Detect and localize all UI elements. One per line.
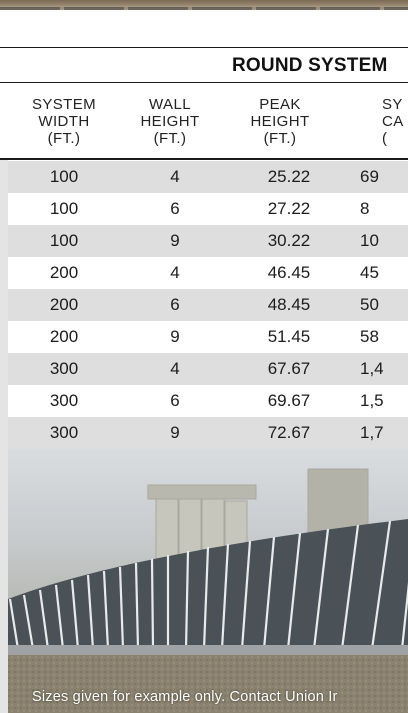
cell-system-width: 300 [49, 359, 79, 378]
cell-peak-height: 46.45 [267, 263, 311, 282]
header-peak-height: PEAK HEIGHT (FT.) [250, 96, 310, 147]
storage-system-photo [8, 449, 408, 713]
cell-peak-height: 69.67 [267, 391, 311, 410]
cell-capacity: 50 [360, 295, 379, 314]
cell-peak-height: 67.67 [267, 359, 311, 378]
cell-system-width: 200 [49, 295, 79, 314]
cell-wall-height: 4 [170, 167, 180, 186]
cell-peak-height: 48.45 [267, 295, 311, 314]
title-divider [0, 82, 408, 83]
cell-capacity: 1,7 [360, 423, 384, 442]
left-margin-band [0, 160, 8, 713]
header-system-capacity: SY CA ( [382, 96, 404, 147]
table-row [8, 161, 408, 193]
header-wall-height: WALL HEIGHT (FT.) [140, 96, 200, 147]
cell-wall-height: 6 [170, 199, 180, 218]
cell-peak-height: 25.22 [267, 167, 311, 186]
cell-peak-height: 51.45 [267, 327, 311, 346]
cell-system-width: 300 [49, 423, 79, 442]
table-row [8, 417, 408, 449]
cell-capacity: 58 [360, 327, 379, 346]
cell-system-width: 100 [49, 167, 79, 186]
cell-wall-height: 9 [170, 423, 180, 442]
cell-capacity: 8 [360, 199, 370, 218]
cell-capacity: 45 [360, 263, 379, 282]
table-row [8, 353, 408, 385]
cell-wall-height: 6 [170, 295, 180, 314]
cell-peak-height: 72.67 [267, 423, 311, 442]
section-title: ROUND SYSTEM [232, 55, 388, 76]
cell-system-width: 200 [49, 327, 79, 346]
cell-system-width: 100 [49, 199, 79, 218]
table-row [8, 225, 408, 257]
cell-system-width: 300 [49, 391, 79, 410]
cell-wall-height: 9 [170, 327, 180, 346]
cell-peak-height: 27.22 [267, 199, 311, 218]
cell-capacity: 1,5 [360, 391, 384, 410]
cell-wall-height: 4 [170, 263, 180, 282]
photo-illustration [8, 449, 408, 713]
table-row [8, 321, 408, 353]
header-system-width: SYSTEM WIDTH (FT.) [31, 96, 97, 147]
top-divider [0, 47, 408, 48]
cell-wall-height: 4 [170, 359, 180, 378]
cell-peak-height: 30.22 [267, 231, 311, 250]
table-row [8, 385, 408, 417]
cell-capacity: 1,4 [360, 359, 384, 378]
cell-wall-height: 9 [170, 231, 180, 250]
cell-capacity: 10 [360, 231, 379, 250]
cell-capacity: 69 [360, 167, 379, 186]
cell-system-width: 200 [49, 263, 79, 282]
table-row [8, 257, 408, 289]
cell-system-width: 100 [49, 231, 79, 250]
cell-wall-height: 6 [170, 391, 180, 410]
top-photo-strip [0, 0, 408, 10]
columns-divider [0, 158, 408, 160]
table-row [8, 289, 408, 321]
table-row [8, 193, 408, 225]
photo-caption: Sizes given for example only. Contact Union Ir [32, 689, 338, 705]
